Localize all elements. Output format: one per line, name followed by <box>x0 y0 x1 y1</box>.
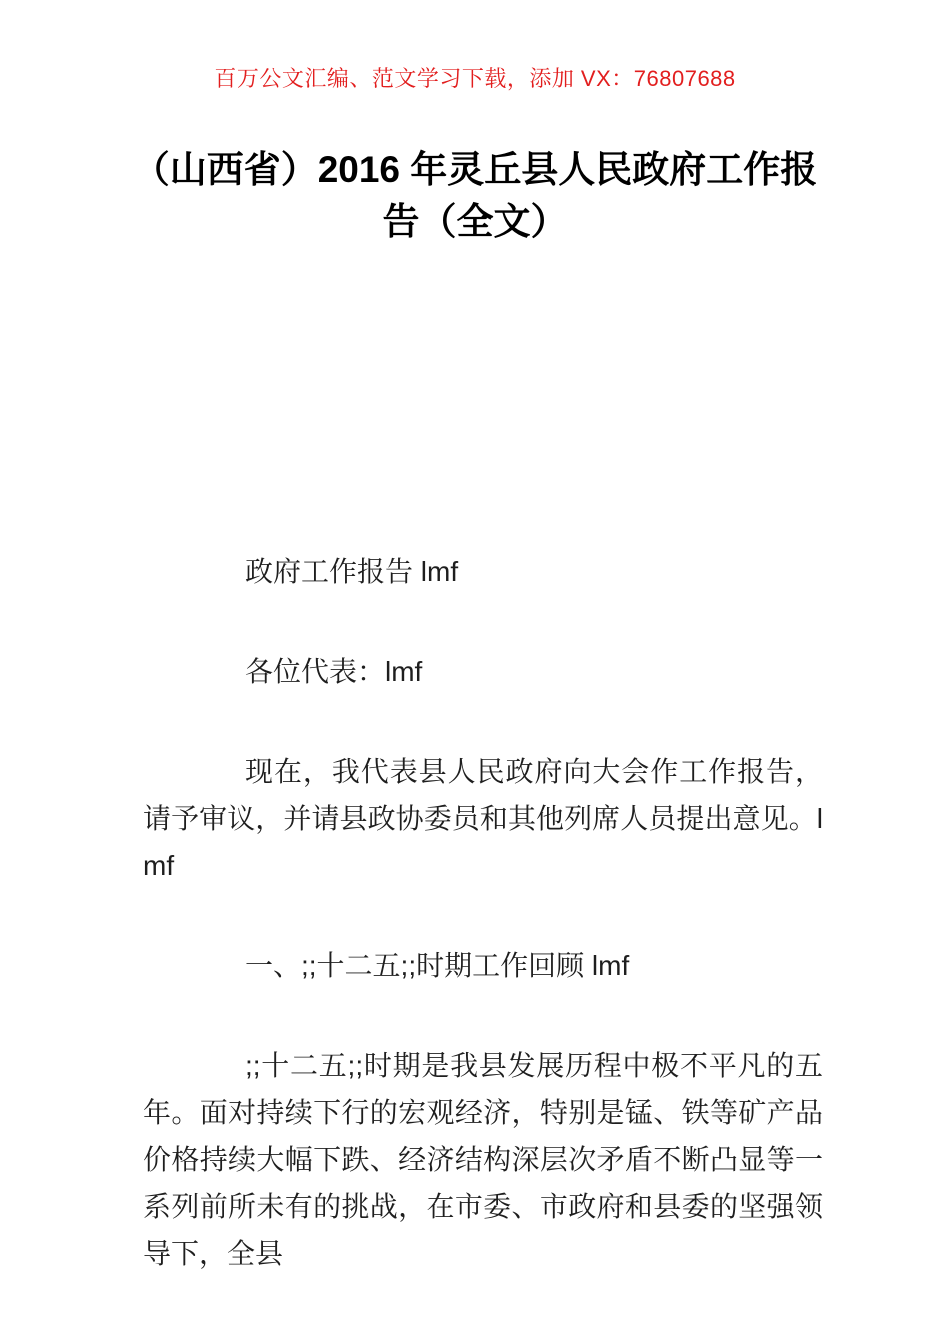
document-title-line-1: （山西省）2016 年灵丘县人民政府工作报 <box>132 149 818 190</box>
paragraph-section-heading: 一、;;十二五;;时期工作回顾 lmf <box>245 950 630 981</box>
paragraph-review: ;;十二五;;时期是我县发展历程中极不平凡的五年。面对持续下行的宏观经济，特别是锰、铁等矿产品价格持续大幅下跌、经济结构深层次矛盾不断凸显等一系列前所未有的挑战，在市委、市政府和县委的坚强领导下，全县 <box>143 1050 823 1269</box>
document-title-line-2: 告（全文） <box>382 201 568 242</box>
document-body <box>143 548 823 1277</box>
document-title <box>0 144 950 248</box>
paragraph-salutation: 各位代表：lmf <box>245 656 423 687</box>
paragraph-intro: 现在，我代表县人民政府向大会作工作报告，请予审议，并请县政协委员和其他列席人员提出意见。lmf <box>143 756 823 881</box>
promo-header-notice: 百万公文汇编、范文学习下载，添加 VX：76807688 <box>214 66 736 91</box>
paragraph-report-label: 政府工作报告 lmf <box>245 556 459 587</box>
